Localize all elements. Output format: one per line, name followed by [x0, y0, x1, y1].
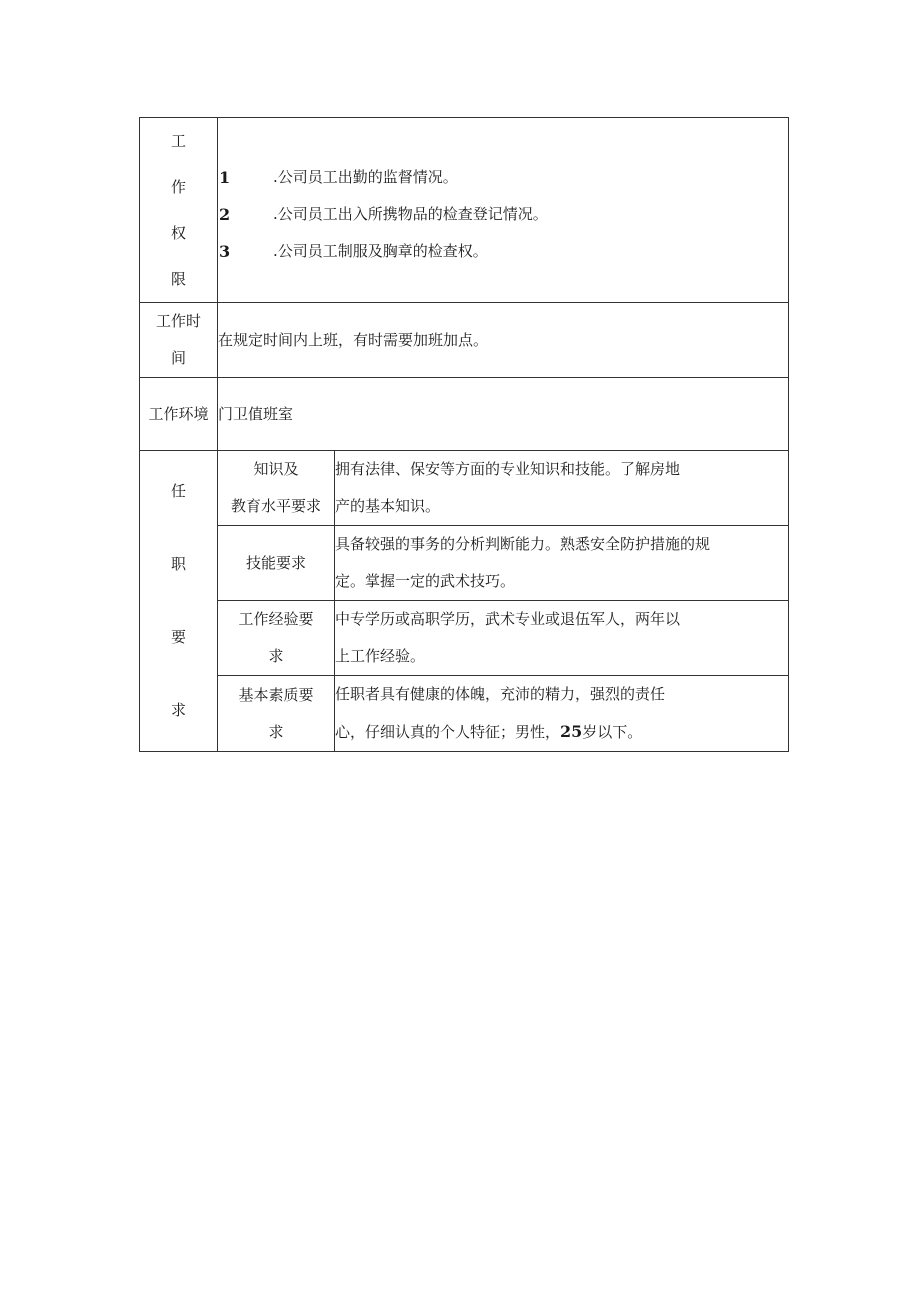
work-time-content: 在规定时间内上班，有时需要加班加点。	[218, 303, 789, 378]
requirement-label: 工作经验要 求	[218, 601, 335, 676]
authority-heading: 工 作 权 限	[140, 118, 218, 303]
requirement-content: 拥有法律、保安等方面的专业知识和技能。了解房地 产的基本知识。	[335, 451, 789, 526]
requirement-content-line: 心，仔细认真的个人特征；男性，25岁以下。	[335, 722, 643, 741]
requirement-label: 知识及 教育水平要求	[218, 451, 335, 526]
requirement-label: 基本素质要 求	[218, 676, 335, 752]
job-description-table	[139, 117, 789, 752]
requirement-content: 具备较强的事务的分析判断能力。熟悉安全防护措施的规 定。掌握一定的武术技巧。	[335, 526, 789, 601]
requirement-row	[140, 601, 789, 676]
requirement-row	[140, 676, 789, 752]
requirement-label: 技能要求	[218, 526, 335, 601]
authority-content	[218, 118, 789, 303]
authority-item: 1 .公司员工出勤的监督情况。	[219, 167, 458, 187]
work-env-content: 门卫值班室	[218, 378, 789, 451]
authority-item: 2 .公司员工出入所携物品的检查登记情况。	[219, 204, 548, 224]
authority-item: 3 .公司员工制服及胸章的检查权。	[219, 241, 488, 261]
requirement-row	[140, 451, 789, 526]
work-time-row	[140, 303, 789, 378]
authority-row	[140, 118, 789, 303]
work-time-heading: 工作时 间	[140, 303, 218, 378]
requirement-content: 任职者具有健康的体魄，充沛的精力，强烈的责任 心，仔细认真的个人特征；男性，25岁以下。	[335, 676, 789, 752]
requirement-content: 中专学历或高职学历，武术专业或退伍军人，两年以 上工作经验。	[335, 601, 789, 676]
authority-list	[218, 131, 788, 290]
requirement-row	[140, 526, 789, 601]
work-env-row	[140, 378, 789, 451]
requirements-heading: 任 职 要 求	[140, 451, 218, 752]
work-env-heading: 工作环境	[140, 378, 218, 451]
